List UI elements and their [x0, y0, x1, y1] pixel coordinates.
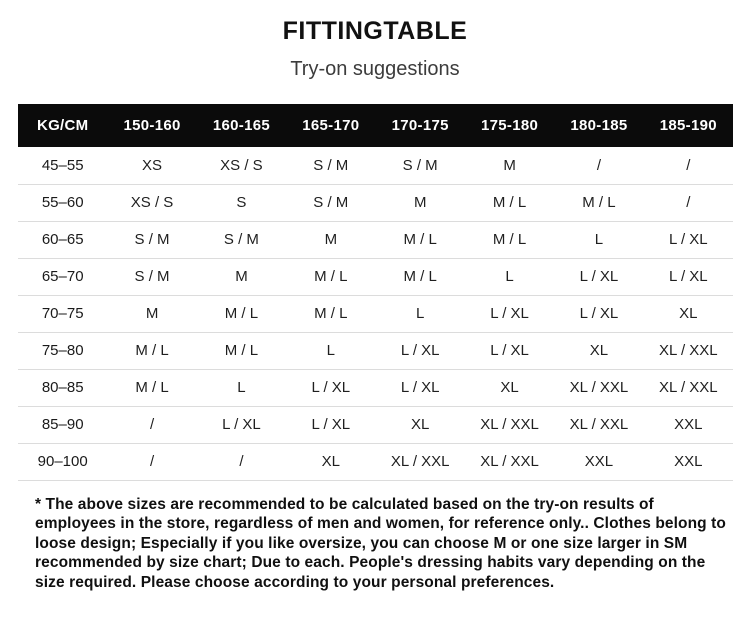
size-cell: L [286, 332, 375, 369]
size-cell: XL / XXL [554, 406, 643, 443]
size-cell: XL / XXL [644, 332, 733, 369]
size-cell: S [197, 184, 286, 221]
size-cell: XL / XXL [554, 369, 643, 406]
weight-cell: 75–80 [18, 332, 107, 369]
size-cell: L / XL [644, 221, 733, 258]
size-cell: M [107, 295, 196, 332]
size-cell: L / XL [644, 258, 733, 295]
column-header: 170-175 [376, 104, 465, 147]
size-cell: M / L [286, 295, 375, 332]
table-row [18, 295, 733, 332]
size-cell: L / XL [197, 406, 286, 443]
table-body [18, 147, 733, 480]
size-cell: M / L [107, 332, 196, 369]
page-title: FITTINGTABLE [282, 17, 468, 45]
column-header: 175-180 [465, 104, 554, 147]
size-cell: L [376, 295, 465, 332]
size-cell: L / XL [376, 332, 465, 369]
size-cell: XL / XXL [644, 369, 733, 406]
column-header: KG/CM [18, 104, 107, 147]
weight-cell: 65–70 [18, 258, 107, 295]
size-cell: M / L [197, 332, 286, 369]
size-cell: M / L [376, 221, 465, 258]
size-cell: M [197, 258, 286, 295]
size-cell: S / M [376, 147, 465, 184]
size-cell: XS / S [107, 184, 196, 221]
size-cell: M / L [465, 221, 554, 258]
size-cell: XXL [554, 443, 643, 480]
size-cell: S / M [107, 221, 196, 258]
table-row [18, 369, 733, 406]
size-cell: L / XL [286, 369, 375, 406]
table-header-row [18, 104, 733, 147]
column-header: 185-190 [644, 104, 733, 147]
column-header: 165-170 [286, 104, 375, 147]
size-cell: L / XL [376, 369, 465, 406]
size-cell: / [107, 406, 196, 443]
size-cell: S / M [107, 258, 196, 295]
table-row [18, 147, 733, 184]
size-cell: M / L [376, 258, 465, 295]
column-header: 150-160 [107, 104, 196, 147]
size-cell: / [554, 147, 643, 184]
table-row [18, 406, 733, 443]
size-cell: / [644, 184, 733, 221]
weight-cell: 55–60 [18, 184, 107, 221]
weight-cell: 60–65 [18, 221, 107, 258]
size-cell: / [197, 443, 286, 480]
weight-cell: 80–85 [18, 369, 107, 406]
size-cell: / [107, 443, 196, 480]
size-cell: M / L [286, 258, 375, 295]
size-cell: M [376, 184, 465, 221]
size-cell: S / M [286, 184, 375, 221]
size-cell: XXL [644, 443, 733, 480]
weight-cell: 85–90 [18, 406, 107, 443]
size-cell: XL [644, 295, 733, 332]
column-header: 180-185 [554, 104, 643, 147]
table-row [18, 184, 733, 221]
size-cell: L / XL [465, 332, 554, 369]
size-cell: L / XL [465, 295, 554, 332]
size-cell: XS / S [197, 147, 286, 184]
size-cell: XL [465, 369, 554, 406]
size-cell: L / XL [554, 258, 643, 295]
size-cell: XL [286, 443, 375, 480]
weight-cell: 90–100 [18, 443, 107, 480]
size-cell: M / L [465, 184, 554, 221]
size-cell: M / L [107, 369, 196, 406]
size-cell: M / L [197, 295, 286, 332]
size-cell: XL / XXL [465, 443, 554, 480]
size-cell: L [554, 221, 643, 258]
size-cell: / [644, 147, 733, 184]
size-cell: XS [107, 147, 196, 184]
size-cell: S / M [197, 221, 286, 258]
size-cell: XL / XXL [376, 443, 465, 480]
size-table [18, 104, 733, 481]
size-cell: S / M [286, 147, 375, 184]
size-cell: XL [376, 406, 465, 443]
size-cell: M [465, 147, 554, 184]
column-header: 160-165 [197, 104, 286, 147]
table-row [18, 221, 733, 258]
weight-cell: 45–55 [18, 147, 107, 184]
size-cell: XL / XXL [465, 406, 554, 443]
size-cell: XXL [644, 406, 733, 443]
footnote: * The above sizes are recommended to be calculated based on the try-on results of employees in the store, regardless of men and women, for reference only.. Clothes belong to loose design; Especially if you like oversize, you can choose M or one size larger in SM recommended by size chart; Due to each. People's dressing habits vary depending on the size required. Please choose according to your personal preferences. [35, 495, 726, 591]
size-cell: L [197, 369, 286, 406]
page-subtitle: Try-on suggestions [290, 58, 460, 80]
size-cell: M / L [554, 184, 643, 221]
size-cell: L / XL [286, 406, 375, 443]
size-cell: L / XL [554, 295, 643, 332]
size-cell: XL [554, 332, 643, 369]
weight-cell: 70–75 [18, 295, 107, 332]
size-cell: M [286, 221, 375, 258]
table-row [18, 332, 733, 369]
table-row [18, 258, 733, 295]
size-cell: L [465, 258, 554, 295]
table-row [18, 443, 733, 480]
